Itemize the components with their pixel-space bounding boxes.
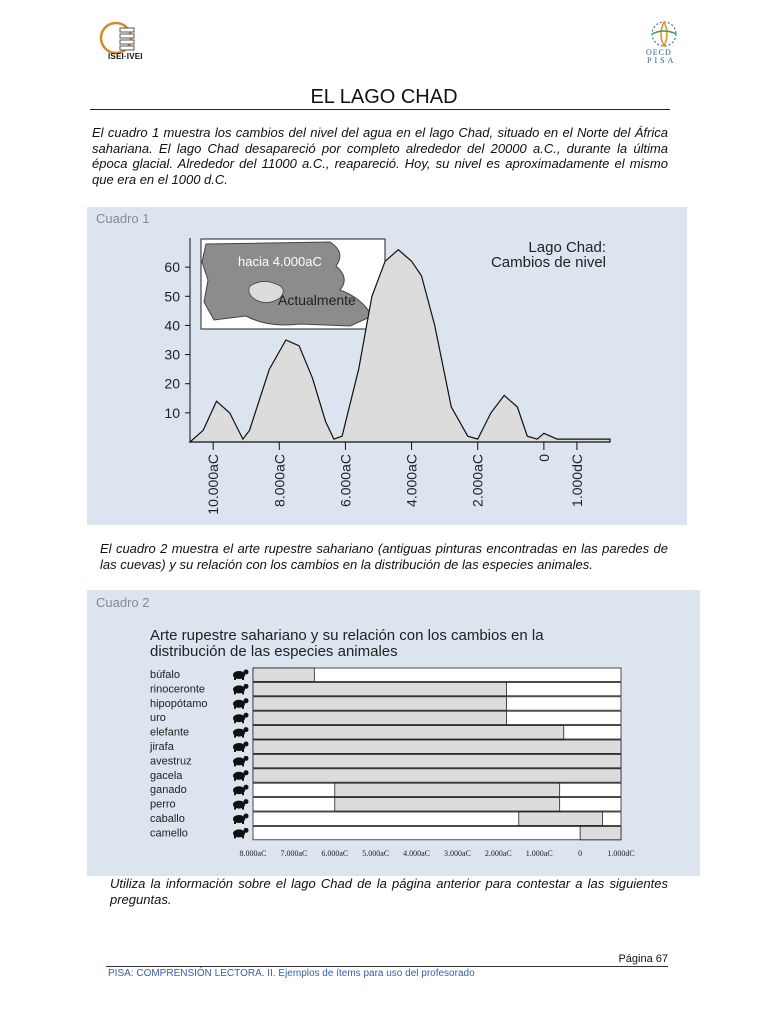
figure-1-label: Cuadro 1 [96,211,150,226]
presence-bar [519,812,603,825]
x-tick-label: 8.000aC [239,848,267,858]
x-tick-label: 1.000dC [568,454,585,507]
pisa-logo-text: PISA [647,56,677,65]
x-tick-label: 10.000aC [205,454,222,515]
footer-rule [106,966,668,967]
animal-label: camello [150,827,188,840]
chart-1-title: Lago Chad: [528,239,606,256]
x-tick-label: 2.000aC [469,454,486,507]
x-tick-label: 1.000dC [607,848,635,858]
chart-2-title: Arte rupestre sahariano y su relación con los cambios en la [150,627,544,644]
x-tick-label: 2.000aC [484,848,512,858]
chart-2-title: distribución de las especies animales [150,643,398,660]
presence-bar [253,682,507,695]
presence-bar [580,826,621,839]
presence-bar [253,740,621,753]
oecd-logo-text: OECD [646,48,672,57]
x-tick-label: 0 [535,454,552,462]
inset-map [201,239,385,329]
page-number: Página 67 [618,953,668,965]
animal-silhouette-icon [233,713,249,724]
footer-text: PISA: COMPRENSIÓN LECTORA. II. Ejemplos de ítems para uso del profesorado [108,968,475,979]
animal-label: elefante [150,726,190,739]
presence-bar [253,754,621,767]
animal-silhouette-icon [233,698,249,709]
instructions-paragraph: Utiliza la información sobre el lago Chad de la página anterior para contestar a las siguientes preguntas. [110,876,668,907]
animal-label: caballo [150,813,185,825]
x-tick-label: 7.000aC [280,848,308,858]
page-title: EL LAGO CHAD [310,86,458,108]
figure-2-description: El cuadro 2 muestra el arte rupestre sahariano (antiguas pinturas encontradas en las paredes de las cuevas) y su relación con los cambios en la distribución de las especies animales. [100,541,668,572]
y-tick-label: 40 [164,317,180,334]
inset-label-4000bc: hacia 4.000aC [238,254,322,269]
presence-bar [253,726,564,739]
animal-silhouette-icon [233,756,249,767]
isei-ivei-logo-text: ISEI·IVEI [108,52,143,61]
animal-label: gacela [150,769,183,782]
y-tick-label: 30 [164,346,180,363]
animal-label: avestruz [150,755,192,768]
animal-silhouette-icon [233,770,249,781]
animal-label: perro [150,798,176,811]
animal-label: búfalo [150,669,180,681]
presence-bar [335,798,560,811]
y-tick-label: 20 [164,375,180,392]
animal-label: jirafa [150,741,174,753]
animal-silhouette-icon [233,785,249,796]
y-tick-label: 50 [164,288,180,305]
presence-bar [253,711,507,724]
animal-silhouette-icon [233,727,249,738]
animal-silhouette-icon [233,670,249,681]
animal-label: ganado [150,784,187,797]
timeline-row [253,826,621,839]
figure-2-label: Cuadro 2 [96,595,150,610]
animal-label: hipopótamo [150,697,208,710]
title-underline [90,109,670,110]
rock-art-timeline-chart [140,620,696,860]
lake-chad-level-chart [150,228,670,524]
animal-silhouette-icon [233,814,249,825]
presence-bar [253,697,507,710]
x-tick-label: 6.000aC [321,848,349,858]
animal-silhouette-icon [233,742,249,753]
x-tick-label: 6.000aC [337,454,354,507]
y-tick-label: 10 [164,404,180,421]
x-tick-label: 4.000aC [403,454,420,507]
x-tick-label: 3.000aC [443,848,471,858]
inset-label-today: Actualmente [278,292,356,308]
animal-silhouette-icon [233,828,249,839]
x-tick-label: 4.000aC [403,848,431,858]
x-tick-label: 5.000aC [362,848,390,858]
presence-bar [253,769,621,782]
intro-paragraph: El cuadro 1 muestra los cambios del nivel del agua en el lago Chad, situado en el Norte del África sahariana. El lago Chad desapareció por completo alrededor del 20000 a.C., durante la última época glacial. Alrededor del 11000 a.C., reapareció. Hoy, su nivel es aproximadamente el mismo que era en el 1000 d.C. [92,125,668,187]
chart-1-title: Cambios de nivel [490,254,606,271]
animal-silhouette-icon [233,684,249,695]
y-tick-label: 60 [164,259,180,276]
x-tick-label: 1.000aC [525,848,553,858]
x-tick-label: 8.000aC [271,454,288,507]
x-tick-label: 0 [578,848,583,858]
animal-silhouette-icon [233,799,249,810]
animal-label: rinoceronte [150,683,206,696]
presence-bar [335,783,560,796]
presence-bar [253,668,314,681]
animal-label: uro [150,712,166,725]
